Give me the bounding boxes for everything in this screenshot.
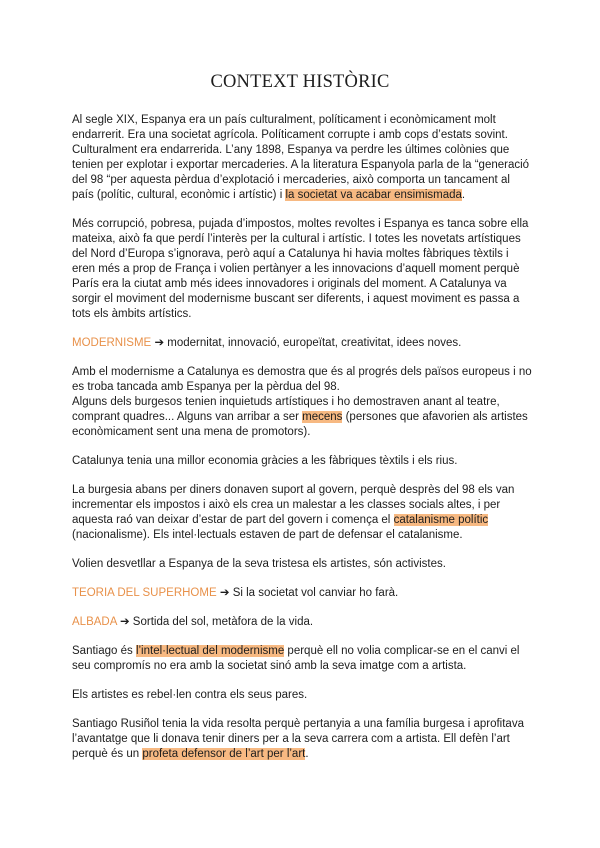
highlighted-text: la societat va acabar ensimismada <box>285 189 462 201</box>
keyword-label: MODERNISME <box>72 337 152 349</box>
page-title: CONTEXT HISTÒRIC <box>210 72 390 92</box>
paragraph-santiago <box>72 644 532 674</box>
highlighted-text: profeta defensor de l’art per l’art <box>142 748 306 760</box>
paragraph-albada <box>72 615 532 630</box>
arrow-icon: ➔ <box>119 616 130 628</box>
paragraph-text: (persones que afavorien als artistes econòmicament sent una mena de promotors). <box>72 411 528 438</box>
paragraph-text: perquè ell no volia complicar-se en el canvi el seu compromís no era amb la societat sinó amb la seva imatge com a artista. <box>72 645 520 672</box>
paragraph-text: . <box>461 189 466 201</box>
paragraph-text: Santiago és <box>72 645 136 657</box>
paragraph-modernisme <box>72 336 532 351</box>
highlighted-text: l’intel·lectual del modernisme <box>135 645 285 657</box>
arrow-icon: ➔ <box>219 587 230 599</box>
paragraph-economia: Catalunya tenia una millor economia gràcies a les fàbriques tèxtils i els rius. <box>72 455 458 467</box>
highlighted-text: catalanisme polític <box>393 514 489 526</box>
paragraph-activistes: Volien desvetllar a Espanya de la seva tristesa els artistes, són activistes. <box>72 558 446 570</box>
paragraph-text: Al segle XIX, Espanya era un país culturalment, políticament i econòmicament molt endarrerit. Era una societat agrícola. Políticament corrupte i amb cops d’estats sovint. Culturalment era endarrerida. L’any 1898, Espanya va perdre les últimes colònies que tenien per explotar i exportar mercaderies. A la literatura Espanyola parla de la “generació del 98 “per aquesta pèrdua d’explotació i mercaderies, això comporta un tancament al país (polític, cultural, econòmic i artístic) i <box>72 114 530 201</box>
paragraph-text: (nacionalisme). Els intel·lectuals estaven de part de defensar el catalanisme. <box>72 529 463 541</box>
paragraph-text: Alguns dels burgesos tenien inquietuds artístiques i ho demostraven anant al teatre, comprant quadres... Alguns van arribar a ser <box>72 396 500 423</box>
paragraph-segle-xix <box>72 113 532 203</box>
paragraph-text: Sortida del sol, metàfora de la vida. <box>132 616 314 628</box>
keyword-label: TEORIA DEL SUPERHOME <box>72 587 217 599</box>
paragraph-line: Amb el modernisme a Catalunya es demostra que és al progrés dels països europeus i no es troba tancada amb Espanya per la pèrdua del 98. <box>72 366 532 393</box>
document-body <box>72 113 532 776</box>
paragraph-rebel: Els artistes es rebel·len contra els seus pares. <box>72 689 308 701</box>
arrow-icon: ➔ <box>154 337 165 349</box>
paragraph-burgesos <box>72 365 532 440</box>
paragraph-text: La burgesia abans per diners donaven suport al govern, perquè desprès del 98 els van incrementar els impostos i això els crea un malestar a les classes socials altes, i per aquesta raó van deixar d’estar de part del govern i comença el <box>72 484 515 526</box>
highlighted-text: mecens <box>302 411 343 423</box>
paragraph-text: Si la societat vol canviar ho farà. <box>232 587 399 599</box>
paragraph-rusinol <box>72 717 532 762</box>
paragraph-text: modernitat, innovació, europeïtat, creativitat, idees noves. <box>167 337 462 349</box>
keyword-label: ALBADA <box>72 616 117 628</box>
paragraph-corrupcio: Més corrupció, pobresa, pujada d’impostos, moltes revoltes i Espanya es tanca sobre ella mateixa, això fa que perdí l’interès per la cultural i artístic. I totes les novetats artístiques del Nord d’Europa s’ignorava, però aquí a Catalunya hi havia moltes fàbriques tèxtils i eren més a prop de França i volien pertànyer a les innovacions d’aquell moment perquè París era la ciutat amb més idees innovadores i originals del moment. A Catalunya va sorgir el moviment del modernisme buscant ser diferents, i aquest moviment es passa a tots els àmbits artístics. <box>72 218 529 320</box>
paragraph-text: Santiago Rusiñol tenia la vida resolta perquè pertanyia a una família burgesa i aprofitava l’avantatge que li donava tenir diners per a la seva carrera com a artista. Ell defèn l’art perquè és un <box>72 718 524 760</box>
paragraph-text: . <box>305 748 309 760</box>
paragraph-burgesia <box>72 483 532 543</box>
paragraph-superhome <box>72 586 532 601</box>
